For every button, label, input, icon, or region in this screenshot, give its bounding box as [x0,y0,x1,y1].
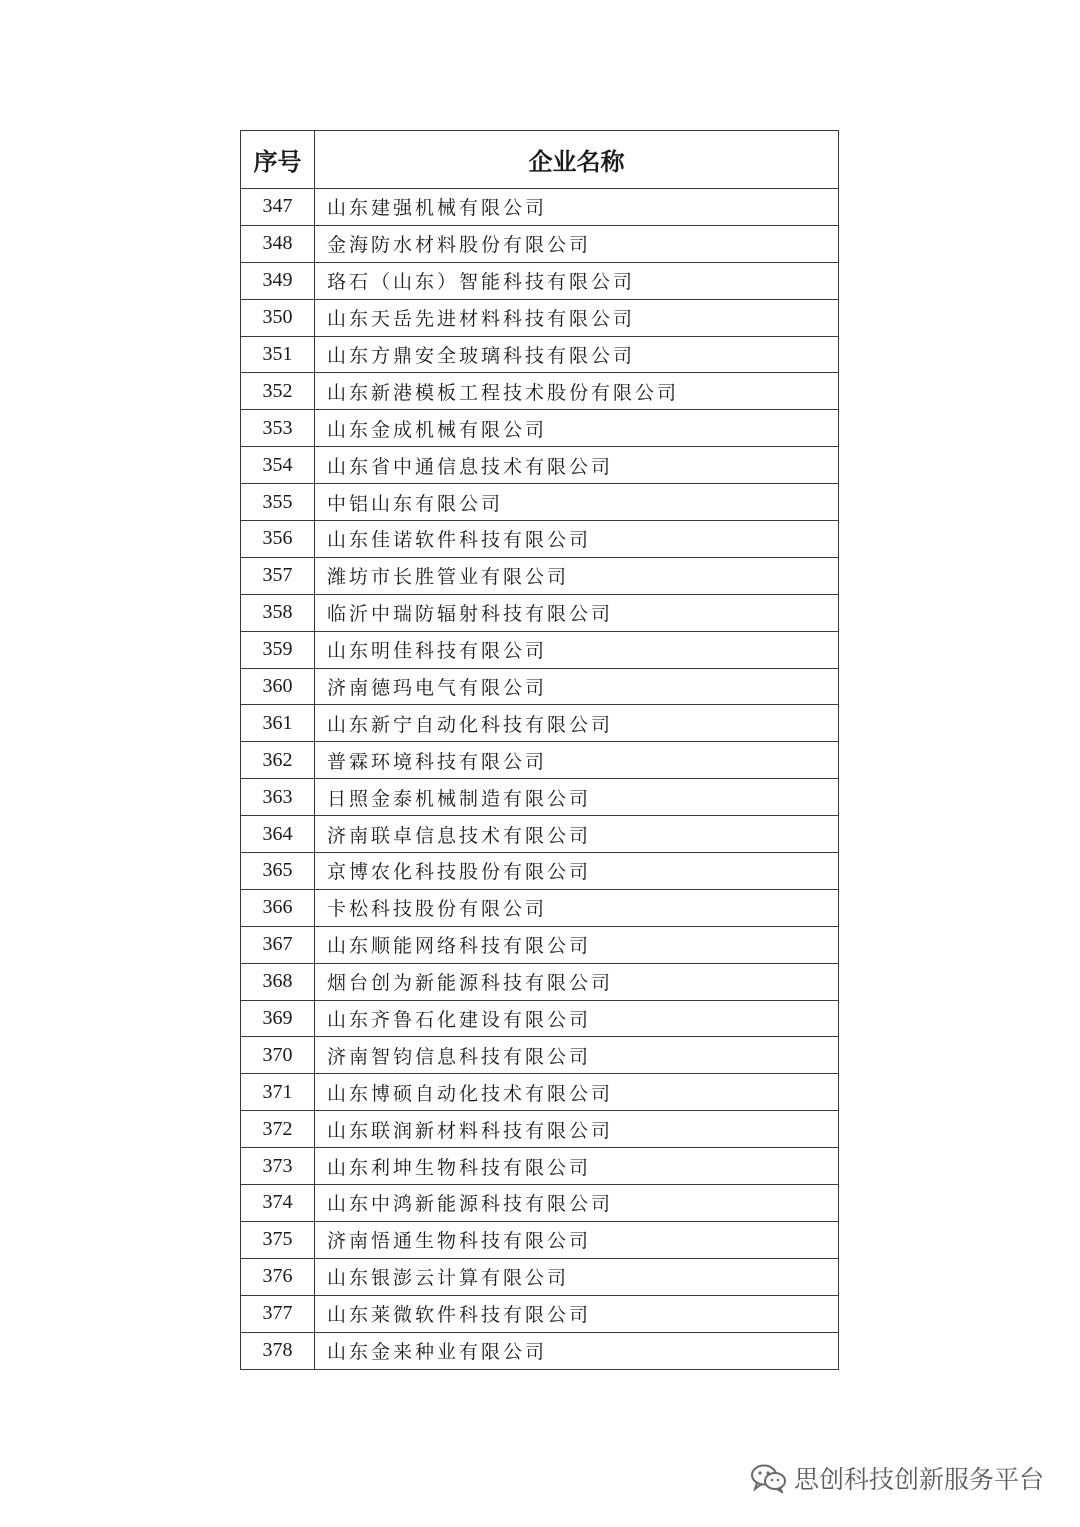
wechat-icon [750,1463,788,1493]
header-company-name: 企业名称 [315,131,839,189]
table-row [241,1221,839,1258]
table-row [241,521,839,558]
table-row [241,189,839,226]
watermark-text: 思创科技创新服务平台 [793,1465,1044,1494]
company-name-cell: 山东利坤生物科技有限公司 [315,1148,839,1185]
table-row [241,410,839,447]
table-row [241,889,839,926]
company-name-cell: 济南智钧信息科技有限公司 [315,1037,839,1074]
company-name-cell: 山东新宁自动化科技有限公司 [315,705,839,742]
table-row [241,926,839,963]
company-name-cell: 山东方鼎安全玻璃科技有限公司 [315,336,839,373]
serial-number-cell: 369 [241,1000,315,1037]
company-name-cell: 济南联卓信息技术有限公司 [315,816,839,853]
table-row [241,1148,839,1185]
serial-number-cell: 366 [241,889,315,926]
serial-number-cell: 371 [241,1074,315,1111]
serial-number-cell: 363 [241,779,315,816]
table-row [241,1111,839,1148]
serial-number-cell: 347 [241,189,315,226]
table-row [241,1332,839,1369]
table-row [241,1258,839,1295]
serial-number-cell: 362 [241,742,315,779]
table-row [241,484,839,521]
company-name-cell: 临沂中瑞防辐射科技有限公司 [315,594,839,631]
serial-number-cell: 356 [241,521,315,558]
table-body [241,189,839,1370]
serial-number-cell: 358 [241,594,315,631]
company-name-cell: 山东金成机械有限公司 [315,410,839,447]
company-name-cell: 卡松科技股份有限公司 [315,889,839,926]
table-header-row [241,131,839,189]
table-row [241,299,839,336]
company-name-cell: 山东银澎云计算有限公司 [315,1258,839,1295]
table-row [241,668,839,705]
enterprise-table [240,130,839,1370]
table-row [241,779,839,816]
company-name-cell: 烟台创为新能源科技有限公司 [315,963,839,1000]
serial-number-cell: 349 [241,262,315,299]
company-name-cell: 山东金来种业有限公司 [315,1332,839,1369]
company-name-cell: 普霖环境科技有限公司 [315,742,839,779]
table-row [241,853,839,890]
serial-number-cell: 372 [241,1111,315,1148]
company-name-cell: 山东佳诺软件科技有限公司 [315,521,839,558]
table-row [241,816,839,853]
serial-number-cell: 355 [241,484,315,521]
company-name-cell: 山东中鸿新能源科技有限公司 [315,1185,839,1222]
table-row [241,447,839,484]
table-row [241,262,839,299]
serial-number-cell: 375 [241,1221,315,1258]
company-name-cell: 山东建强机械有限公司 [315,189,839,226]
serial-number-cell: 364 [241,816,315,853]
company-name-cell: 山东省中通信息技术有限公司 [315,447,839,484]
table-row [241,631,839,668]
table-row [241,594,839,631]
table-row [241,1000,839,1037]
serial-number-cell: 376 [241,1258,315,1295]
table-row [241,1185,839,1222]
company-name-cell: 山东齐鲁石化建设有限公司 [315,1000,839,1037]
serial-number-cell: 352 [241,373,315,410]
company-name-cell: 潍坊市长胜管业有限公司 [315,557,839,594]
company-name-cell: 山东新港模板工程技术股份有限公司 [315,373,839,410]
table-row [241,225,839,262]
serial-number-cell: 359 [241,631,315,668]
company-name-cell: 中铝山东有限公司 [315,484,839,521]
company-name-cell: 山东联润新材料科技有限公司 [315,1111,839,1148]
serial-number-cell: 353 [241,410,315,447]
serial-number-cell: 351 [241,336,315,373]
serial-number-cell: 373 [241,1148,315,1185]
table-row [241,1295,839,1332]
serial-number-cell: 368 [241,963,315,1000]
company-name-cell: 山东天岳先进材料科技有限公司 [315,299,839,336]
table-row [241,1037,839,1074]
serial-number-cell: 350 [241,299,315,336]
company-name-cell: 山东明佳科技有限公司 [315,631,839,668]
table-row [241,373,839,410]
company-name-cell: 日照金泰机械制造有限公司 [315,779,839,816]
serial-number-cell: 374 [241,1185,315,1222]
company-name-cell: 山东莱微软件科技有限公司 [315,1295,839,1332]
table-row [241,1074,839,1111]
serial-number-cell: 348 [241,225,315,262]
table-row [241,557,839,594]
serial-number-cell: 354 [241,447,315,484]
table-row [241,742,839,779]
table-row [241,963,839,1000]
serial-number-cell: 357 [241,557,315,594]
company-name-cell: 山东博硕自动化技术有限公司 [315,1074,839,1111]
table-row [241,336,839,373]
serial-number-cell: 377 [241,1295,315,1332]
serial-number-cell: 378 [241,1332,315,1369]
company-name-cell: 山东顺能网络科技有限公司 [315,926,839,963]
table-row [241,705,839,742]
company-name-cell: 京博农化科技股份有限公司 [315,853,839,890]
serial-number-cell: 367 [241,926,315,963]
serial-number-cell: 361 [241,705,315,742]
company-name-cell: 金海防水材料股份有限公司 [315,225,839,262]
company-name-cell: 济南悟通生物科技有限公司 [315,1221,839,1258]
header-serial-number: 序号 [241,131,315,189]
watermark [750,1460,1044,1496]
company-name-cell: 珞石（山东）智能科技有限公司 [315,262,839,299]
serial-number-cell: 365 [241,853,315,890]
company-name-cell: 济南德玛电气有限公司 [315,668,839,705]
serial-number-cell: 360 [241,668,315,705]
serial-number-cell: 370 [241,1037,315,1074]
